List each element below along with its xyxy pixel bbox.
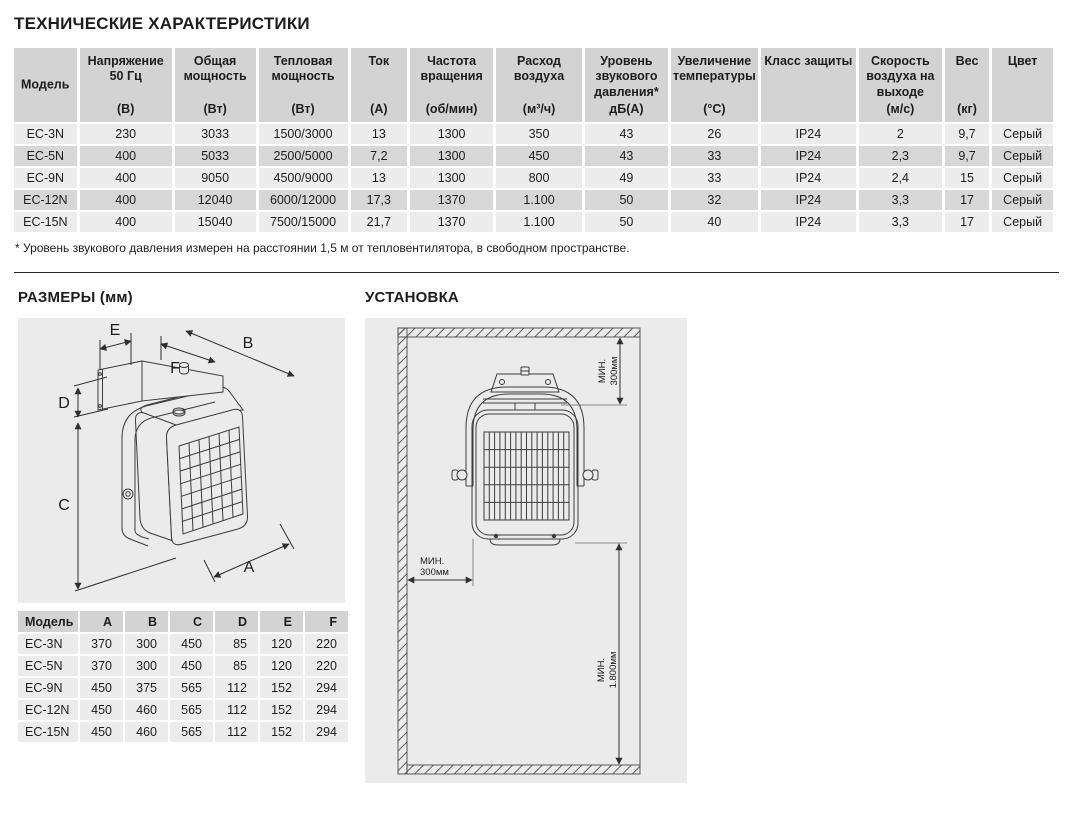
spec-cell: Серый [992,168,1053,188]
dims-cell: 294 [305,722,348,742]
dims-cell: 300 [125,656,168,676]
dims-cell: 370 [80,656,123,676]
dim-label-d: D [58,395,70,412]
spec-cell: 3,3 [859,190,942,210]
spec-cell: 1.100 [496,190,582,210]
spec-col-header-11 [945,48,989,122]
spec-cell: IP24 [761,124,856,144]
spec-cell: 21,7 [351,212,408,232]
spec-cell-model: EC-5N [14,146,77,166]
spec-table [11,46,1056,234]
spec-cell: 2,4 [859,168,942,188]
heater-front-face [166,409,247,544]
dimensions-title: РАЗМЕРЫ (мм) [18,289,133,306]
wall-hatch [398,328,407,774]
spec-cell: 17,3 [351,190,408,210]
spec-cell-model: EC-9N [14,168,77,188]
spec-col-name: Тепловая мощность [271,54,335,84]
ceiling-hatch [398,328,640,337]
table-row [14,146,1053,166]
spec-cell: 5033 [175,146,256,166]
spec-col-header-9 [761,48,856,122]
spec-cell: 2 [859,124,942,144]
spec-cell: Серый [992,124,1053,144]
installation-drawing [365,318,687,783]
dims-cell: 565 [170,722,213,742]
spec-cell: 50 [585,212,668,232]
dims-col-header-2: B [125,611,168,632]
spec-col-header-1 [80,48,172,122]
spec-col-unit: (А) [370,101,388,116]
spec-cell: 49 [585,168,668,188]
mount-bracket [491,374,559,392]
spec-cell: 800 [496,168,582,188]
spec-cell: 400 [80,146,172,166]
spec-cell: 26 [671,124,758,144]
dims-cell: 112 [215,700,258,720]
spec-col-name: Расход воздуха [513,54,565,84]
spec-col-name: Ток [368,54,390,68]
dims-cell: 460 [125,700,168,720]
dim-b-line [186,331,294,376]
dims-cell: 220 [305,656,348,676]
spec-col-unit: (°С) [703,101,726,116]
spec-col-header-8 [671,48,758,122]
dims-cell-model: EC-3N [18,634,78,654]
spec-cell: 1500/3000 [259,124,348,144]
spec-cell: 9,7 [945,146,989,166]
dim-label-b: B [242,335,254,352]
dims-cell: 375 [125,678,168,698]
foot-left [494,534,498,538]
top-clearance-label-value: 300мм [609,356,620,386]
spec-col-name: Напряжение 50 Гц [87,54,164,84]
table-row [18,634,348,654]
dims-cell: 294 [305,700,348,720]
table-row [18,722,348,742]
spec-cell: Серый [992,212,1053,232]
spec-cell: 9050 [175,168,256,188]
foot-right [552,534,556,538]
spec-cell: IP24 [761,212,856,232]
dims-cell: 450 [170,656,213,676]
spec-cell: 50 [585,190,668,210]
spec-cell: 400 [80,190,172,210]
spec-col-unit: (м³/ч) [522,101,556,116]
installation-title: УСТАНОВКА [365,289,459,306]
side-clearance-label-min: МИН. [420,556,445,567]
spec-cell: 1300 [410,124,493,144]
spec-col-name: Уровень звукового давления* [594,54,659,99]
dims-col-header-3: C [170,611,213,632]
spec-cell: 1370 [410,212,493,232]
spec-cell: IP24 [761,146,856,166]
dims-cell: 152 [260,678,303,698]
spec-col-name: Увеличение температуры [672,54,756,84]
spec-cell: 3,3 [859,212,942,232]
top-clearance-label-min: МИН. [597,358,608,384]
floor-clearance-label-min: МИН. [596,657,607,683]
dims-cell: 294 [305,678,348,698]
spec-cell: 6000/12000 [259,190,348,210]
spec-col-header-4 [351,48,408,122]
dims-cell: 450 [80,678,123,698]
dims-col-header-4: D [215,611,258,632]
table-row [14,190,1053,210]
dim-f-line [161,344,215,362]
spec-col-name: Скорость воздуха на выходе [866,54,935,99]
spec-col-header-6 [496,48,582,122]
spec-col-header-3 [259,48,348,122]
spec-col-header-12 [992,48,1053,122]
dims-cell-model: EC-9N [18,678,78,698]
dims-cell: 220 [305,634,348,654]
dims-cell: 152 [260,700,303,720]
spec-col-name: Вес [955,54,979,68]
table-row [14,124,1053,144]
spec-cell: 7500/15000 [259,212,348,232]
spec-cell: 12040 [175,190,256,210]
spec-cell: 13 [351,168,408,188]
dimensions-table [16,609,350,744]
dims-cell: 565 [170,678,213,698]
spec-cell: 4500/9000 [259,168,348,188]
dims-cell: 85 [215,656,258,676]
spec-cell: 400 [80,168,172,188]
dimensions-diagram-panel [18,318,345,603]
floor-clearance-label-value: 1.800мм [608,651,619,689]
spec-cell: 15040 [175,212,256,232]
spec-cell: 33 [671,146,758,166]
spec-col-name: Модель [21,77,70,92]
spec-cell: 32 [671,190,758,210]
spec-cell: 17 [945,190,989,210]
dims-cell: 85 [215,634,258,654]
spec-cell-model: EC-15N [14,212,77,232]
spec-col-name: Общая мощность [183,54,247,84]
spec-cell: 3033 [175,124,256,144]
spec-col-header-7 [585,48,668,122]
installation-section [365,289,687,783]
table-row [18,700,348,720]
dim-c-extension [75,558,176,591]
dims-col-header-5: E [260,611,303,632]
dims-cell: 300 [125,634,168,654]
dims-cell: 450 [80,700,123,720]
spec-cell: 1.100 [496,212,582,232]
footnote: * Уровень звукового давления измерен на расстоянии 1,5 м от тепловентилятора, в свободном пространстве. [15,241,630,255]
spec-col-unit: (В) [117,101,135,116]
dims-cell: 112 [215,722,258,742]
section-divider [14,272,1059,273]
dims-cell-model: EC-12N [18,700,78,720]
spec-cell-model: EC-3N [14,124,77,144]
spec-cell: 9,7 [945,124,989,144]
spec-cell: 230 [80,124,172,144]
page-title: ТЕХНИЧЕСКИЕ ХАРАКТЕРИСТИКИ [14,14,310,33]
spec-col-header-10 [859,48,942,122]
dims-col-header-1: A [80,611,123,632]
spec-cell: 450 [496,146,582,166]
table-row [14,212,1053,232]
spec-cell: 350 [496,124,582,144]
spec-cell: 1370 [410,190,493,210]
table-row [14,168,1053,188]
dim-label-c: C [58,497,70,514]
spec-col-unit: (Вт) [203,101,227,116]
spec-col-name: Цвет [1007,54,1038,68]
dims-cell: 120 [260,656,303,676]
spec-col-unit: (м/с) [886,101,915,116]
bottom-section [14,289,1059,783]
wall-bracket-plate [98,361,142,410]
dims-col-header-0: Модель [18,611,78,632]
heater-isometric-drawing [18,318,345,603]
spec-cell: 2,3 [859,146,942,166]
table-row [18,678,348,698]
spec-cell: 400 [80,212,172,232]
bracket-pivot-cap-top [180,363,189,368]
dim-label-e: E [109,322,121,339]
dims-cell: 370 [80,634,123,654]
spec-col-header-0 [14,48,77,122]
spec-col-unit: (об/мин) [425,101,478,116]
pivot-left [457,470,467,480]
dim-label-f: F [170,360,180,377]
spec-cell-model: EC-12N [14,190,77,210]
dims-cell: 460 [125,722,168,742]
handle-knob [123,489,133,499]
floor-hatch [407,765,640,774]
pivot-right [583,470,593,480]
dim-label-a: A [243,559,255,576]
dimensions-table-header-row [18,611,348,632]
spec-cell: 33 [671,168,758,188]
dims-cell-model: EC-15N [18,722,78,742]
spec-table-header-row [14,48,1053,122]
spec-cell: 40 [671,212,758,232]
spec-cell: 7,2 [351,146,408,166]
spec-table-body [14,124,1053,232]
spec-cell: 2500/5000 [259,146,348,166]
dimensions-table-body [18,634,348,742]
dims-col-header-6: F [305,611,348,632]
dims-cell: 152 [260,722,303,742]
spec-cell: Серый [992,146,1053,166]
spec-col-header-5 [410,48,493,122]
dims-cell: 565 [170,700,213,720]
spec-col-header-2 [175,48,256,122]
dims-cell: 450 [170,634,213,654]
spec-cell: 15 [945,168,989,188]
spec-cell: 43 [585,124,668,144]
spec-cell: 13 [351,124,408,144]
spec-cell: Серый [992,190,1053,210]
side-clearance-label-value: 300мм [420,567,449,578]
spec-cell: 17 [945,212,989,232]
dims-cell-model: EC-5N [18,656,78,676]
spec-cell: IP24 [761,190,856,210]
spec-col-unit: (Вт) [291,101,315,116]
installation-diagram-panel [365,318,687,783]
spec-cell: 1300 [410,146,493,166]
bottom-lip [490,539,560,545]
spec-col-name: Частота вращения [420,54,483,84]
spec-col-unit: (кг) [957,101,977,116]
table-row [18,656,348,676]
spec-col-unit: дБ(А) [609,101,644,116]
dims-cell: 120 [260,634,303,654]
spec-cell: 43 [585,146,668,166]
spec-cell: 1300 [410,168,493,188]
spec-col-name: Класс защиты [764,54,853,68]
spec-cell: IP24 [761,168,856,188]
dimensions-section [18,289,345,744]
dims-cell: 450 [80,722,123,742]
dims-cell: 112 [215,678,258,698]
dim-e-line [100,341,131,349]
